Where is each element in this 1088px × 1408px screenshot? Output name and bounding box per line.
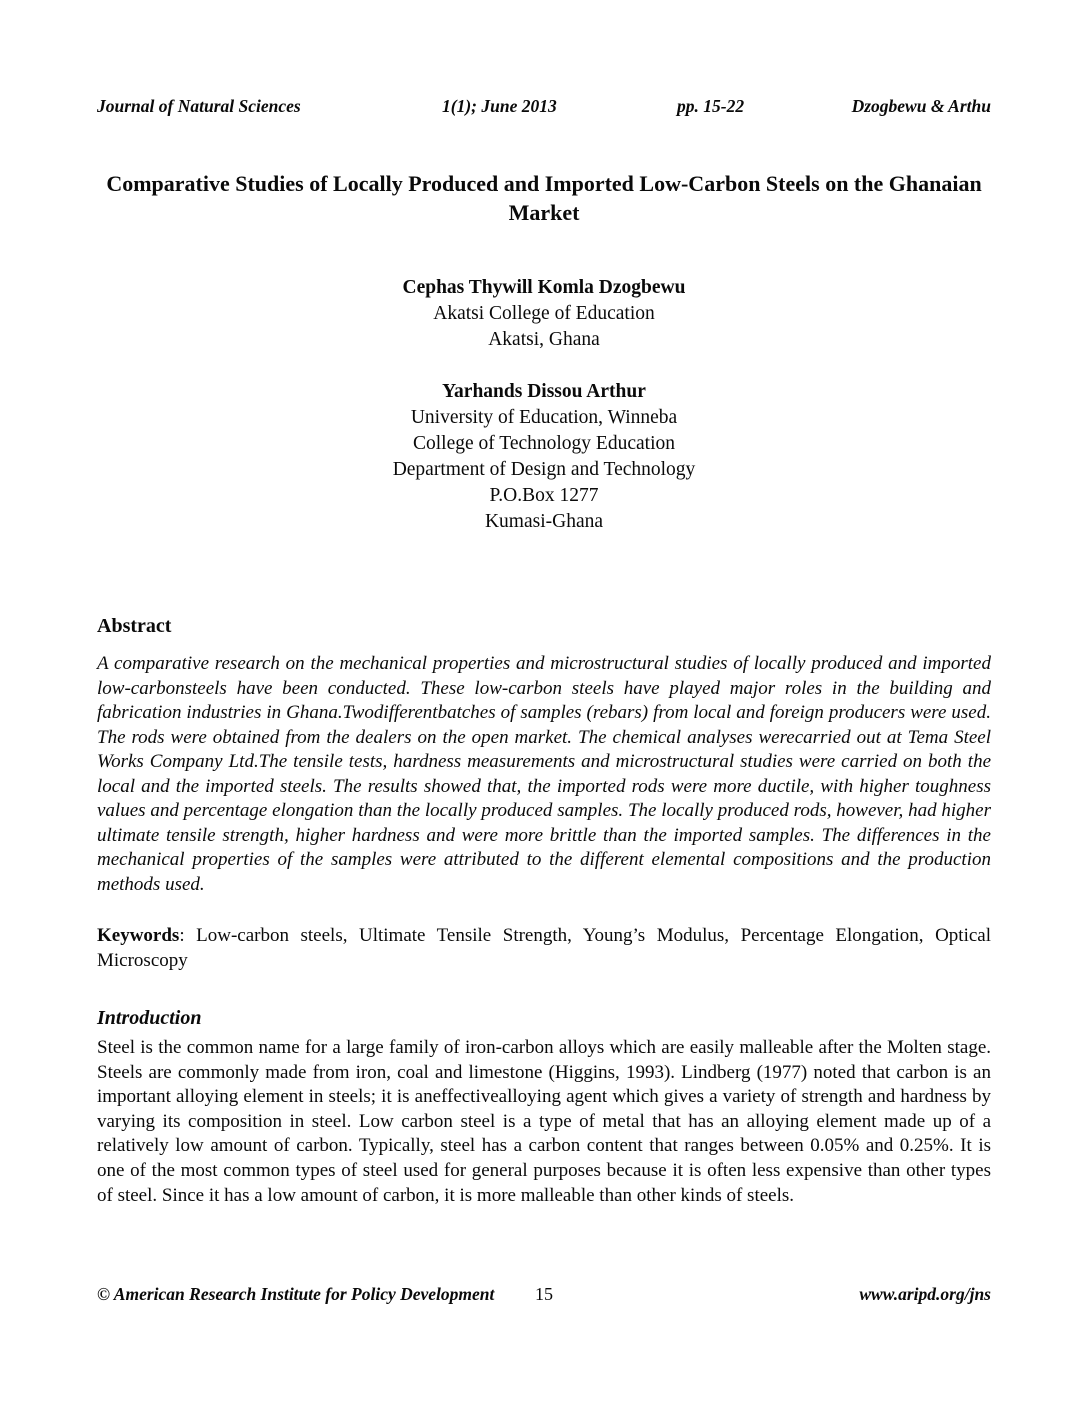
author-block <box>97 275 991 353</box>
authors-section <box>97 275 991 535</box>
keywords-line <box>97 923 991 973</box>
author-block <box>97 379 991 535</box>
copyright-text: © American Research Institute for Policy Development <box>97 1284 495 1304</box>
page-footer <box>97 1284 991 1305</box>
affiliation-line: Kumasi-Ghana <box>484 511 604 532</box>
author-name: Yarhands Dissou Arthur <box>442 381 646 402</box>
abstract-heading: Abstract <box>97 615 172 637</box>
running-head <box>97 96 991 117</box>
introduction-text: Steel is the common name for a large family of iron-carbon alloys which are easily malleable after the Molten stage. Steels are commonly made from iron, coal and limestone (Higgins, 1993). Lindberg (1977) noted that carbon is an important alloying element in steels; it is aneffectivealloying agent which gives a variety of strength and hardness by varying its composition in steel. Low carbon steel is a type of metal that has an alloying element made up of a relatively low amount of carbon. Typically, steel has a carbon content that ranges between 0.05% and 0.25%. It is one of the most common types of steel used for general purposes because it is often less expensive than other types of steel. Since it has a low amount of carbon, it is more malleable than other kinds of steels. <box>97 1037 991 1206</box>
affiliation-line: College of Technology Education <box>412 433 675 454</box>
author-name: Cephas Thywill Komla Dzogbewu <box>402 277 686 298</box>
running-authors: Dzogbewu & Arthu <box>851 96 991 116</box>
affiliation-line: Akatsi College of Education <box>433 303 655 324</box>
paper-title: Comparative Studies of Locally Produced and Imported Low-Carbon Steels on the Ghanaian Market <box>106 171 982 225</box>
keywords-label: Keywords <box>97 925 180 946</box>
affiliation-line: Department of Design and Technology <box>392 459 696 480</box>
issue-info: 1(1); June 2013 <box>442 96 557 116</box>
page-range: pp. 15-22 <box>677 96 745 116</box>
affiliation-line: University of Education, Winneba <box>410 407 678 428</box>
keywords-text: : Low-carbon steels, Ultimate Tensile Strength, Young’s Modulus, Percentage Elongation, Optical Microscopy <box>97 925 991 971</box>
journal-name: Journal of Natural Sciences <box>97 96 301 116</box>
website-text: www.aripd.org/jns <box>859 1284 991 1304</box>
affiliation-line: P.O.Box 1277 <box>489 485 599 506</box>
affiliation-line: Akatsi, Ghana <box>488 329 600 350</box>
introduction-heading: Introduction <box>97 1007 202 1029</box>
abstract-text: A comparative research on the mechanical properties and microstructural studies of locally produced and imported low-carbonsteels have been conducted. These low-carbon steels have played major roles in the building and fabrication industries in Ghana.Twodifferentbatches of samples (rebars) from local and foreign producers were used. The rods were obtained from the dealers on the open market. The chemical analyses werecarried out at Tema Steel Works Company Ltd.The tensile tests, hardness measurements and microstructural studies were carried on both the local and the imported steels. The results showed that, the imported rods were more ductile, with higher toughness values and percentage elongation than the locally produced samples. The locally produced rods, however, had higher ultimate tensile strength, higher hardness and were more brittle than the imported samples. The differences in the mechanical properties of the samples were attributed to the different elemental compositions and the production methods used. <box>97 653 991 895</box>
page-number: 15 <box>535 1284 553 1304</box>
